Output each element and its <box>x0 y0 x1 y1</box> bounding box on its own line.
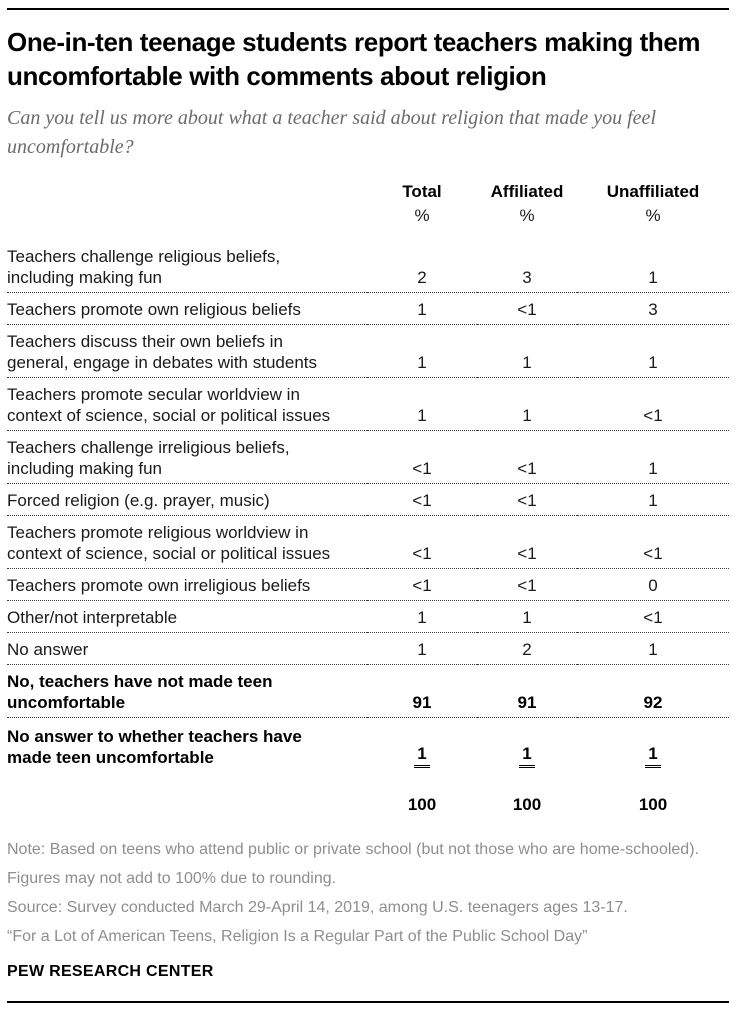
row-value: 100 <box>407 794 437 814</box>
report-title-text: “For a Lot of American Teens, Religion Is a Regular Part of the Public School Day” <box>7 927 588 945</box>
row-value: 91 <box>412 692 432 712</box>
row-value: 100 <box>512 794 542 814</box>
percent-unit-row <box>7 204 729 240</box>
row-label: Teachers challenge irreligious beliefs, including making fun <box>7 437 290 478</box>
row-value: 100 <box>638 794 668 814</box>
row-value: 1 <box>648 458 658 478</box>
table-row <box>7 324 729 377</box>
row-label: Teachers promote own irreligious beliefs <box>7 575 311 595</box>
report-page <box>0 8 736 1003</box>
row-label: No answer <box>7 639 89 659</box>
row-value: <1 <box>517 543 537 563</box>
footer-notes <box>7 835 729 951</box>
row-value: <1 <box>517 299 537 319</box>
row-value: <1 <box>412 458 432 478</box>
table-row <box>7 292 729 324</box>
row-value: <1 <box>643 405 663 425</box>
table-row <box>7 717 729 778</box>
row-value <box>477 717 577 778</box>
row-value: 1 <box>648 639 658 659</box>
corner-cell <box>7 182 367 204</box>
row-value: 1 <box>417 639 427 659</box>
row-value: 0 <box>648 575 658 595</box>
row-value: 1 <box>417 299 427 319</box>
table-row <box>7 600 729 632</box>
note-text: Note: Based on teens who attend public or private school (but not those who are home-schooled). Figures may not add to 100% due to rounding. <box>7 840 699 887</box>
row-value: <1 <box>517 575 537 595</box>
row-value: <1 <box>412 575 432 595</box>
row-value <box>367 717 477 778</box>
row-label: Teachers promote own religious beliefs <box>7 299 301 319</box>
table-row <box>7 632 729 664</box>
page-title: One-in-ten teenage students report teachers making them uncomfortable with comments about religion <box>7 27 701 92</box>
table-row <box>7 778 729 817</box>
percent-symbol: % <box>414 205 430 225</box>
row-value: 1 <box>522 607 532 627</box>
row-label: Teachers discuss their own beliefs in general, engage in debates with students <box>7 331 318 372</box>
row-value: <1 <box>412 543 432 563</box>
top-rule <box>7 8 729 10</box>
survey-results-table <box>7 182 729 817</box>
row-value: <1 <box>643 607 663 627</box>
column-header-total: Total <box>402 181 442 201</box>
row-value: <1 <box>517 490 537 510</box>
percent-symbol: % <box>519 205 535 225</box>
row-value: 91 <box>517 692 537 712</box>
row-label: Forced religion (e.g. prayer, music) <box>7 490 270 510</box>
double-underlined-value: 1 <box>519 743 534 768</box>
row-value: <1 <box>412 490 432 510</box>
row-value: <1 <box>517 458 537 478</box>
row-label <box>7 778 367 817</box>
row-value: 92 <box>643 692 663 712</box>
source-text: Source: Survey conducted March 29-April 14, 2019, among U.S. teenagers ages 13-17. <box>7 898 628 916</box>
row-value: 3 <box>648 299 658 319</box>
row-value: 2 <box>522 639 532 659</box>
row-value: 1 <box>417 607 427 627</box>
table-row <box>7 240 729 293</box>
row-value: 1 <box>648 267 658 287</box>
table-row <box>7 515 729 568</box>
row-value: 3 <box>522 267 532 287</box>
table-row <box>7 664 729 717</box>
bottom-rule <box>7 1001 729 1003</box>
row-value: 2 <box>417 267 427 287</box>
row-value: 1 <box>648 352 658 372</box>
pew-research-center-wordmark: PEW RESEARCH CENTER <box>7 962 214 980</box>
survey-question-subtitle: Can you tell us more about what a teacher said about religion that made you feel uncomfortable? <box>7 106 656 158</box>
double-underlined-value: 1 <box>414 743 429 768</box>
row-value <box>577 717 729 778</box>
percent-symbol: % <box>645 205 661 225</box>
row-value: 1 <box>522 405 532 425</box>
row-label: Other/not interpretable <box>7 607 178 627</box>
double-underlined-value: 1 <box>645 743 660 768</box>
table-row <box>7 430 729 483</box>
column-header-unaffiliated: Unaffiliated <box>606 181 700 201</box>
corner-cell <box>7 204 367 240</box>
table-row <box>7 568 729 600</box>
table-row <box>7 483 729 515</box>
column-header-row <box>7 182 729 204</box>
row-value: 1 <box>648 490 658 510</box>
row-label: No answer to whether teachers have made teen uncomfortable <box>7 726 302 767</box>
row-value: 1 <box>522 352 532 372</box>
row-label: Teachers challenge religious beliefs, including making fun <box>7 246 281 287</box>
row-value: 1 <box>417 352 427 372</box>
table-row <box>7 377 729 430</box>
column-header-affiliated: Affiliated <box>490 181 564 201</box>
row-label: Teachers promote secular worldview in context of science, social or political issues <box>7 384 331 425</box>
row-label: Teachers promote religious worldview in context of science, social or political issues <box>7 522 331 563</box>
row-value: 1 <box>417 405 427 425</box>
row-value: <1 <box>643 543 663 563</box>
row-label: No, teachers have not made teen uncomfortable <box>7 671 273 712</box>
